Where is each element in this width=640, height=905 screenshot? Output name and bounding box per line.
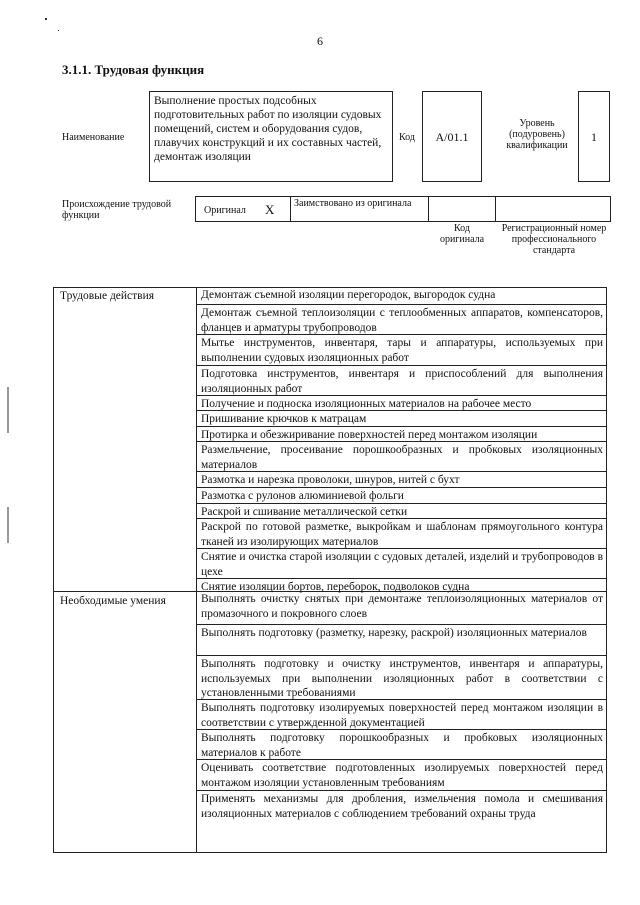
code-value-box (422, 91, 482, 182)
labor-action-row: Получение и подноска изоляционных материалов на рабочее место (197, 395, 606, 410)
code-label: Код (399, 132, 415, 143)
level-value: 1 (591, 130, 597, 144)
section-title: 3.1.1. Трудовая функция (62, 62, 205, 77)
skill-row: Выполнять подготовку и очистку инструментов, инвентаря и аппаратуры, используемых при выполнении изоляционных работ в соответствии с установленными требованиями (197, 655, 606, 699)
skill-row: Выполнять подготовку (разметку, нарезку, раскрой) изоляционных материалов (197, 624, 606, 655)
labor-action-row: Пришивание крючков к матрацам (197, 410, 606, 426)
labor-action-row: Размотка с рулонов алюминиевой фольги (197, 487, 606, 503)
page-number: 6 (317, 34, 323, 48)
skill-row: Выполнять очистку снятых при демонтаже теплоизоляционных материалов от промазочного и покровного слоев (201, 593, 603, 620)
origin-label: Происхождение трудовой функции (62, 199, 172, 221)
skill-row: Выполнять подготовку порошкообразных и пробковых изоляционных материалов к работе (197, 729, 606, 759)
labor-action-row: Протирка и обезжиривание поверхностей перед монтажом изоляции (197, 426, 606, 441)
labor-action-row: Демонтаж съемной теплоизоляции с теплообменных аппаратов, компенсаторов, фланцев и арматуры трубопроводов (197, 304, 606, 334)
registration-number-caption: Регистрационный номер профессионального стандарта (501, 223, 607, 256)
scan-speck (45, 18, 47, 20)
skill-row: Применять механизмы для дробления, измельчения помола и смешивания изоляционных материалов с соблюдением требований охраны труда (197, 790, 606, 853)
level-value-box (578, 91, 610, 182)
name-value: Выполнение простых подсобных подготовительных работ по изоляции судовых помещений, систем и оборудования судов, плавучих конструкций и их составных частей, демонтаж изоляции (149, 91, 393, 182)
labor-actions-label: Трудовые действия (60, 290, 155, 302)
original-mark: X (265, 202, 275, 217)
original-label: Оригинал (204, 205, 246, 216)
code-original-caption: Код оригинала (439, 223, 485, 245)
name-label: Наименование (62, 132, 125, 143)
origin-divider-3 (495, 196, 496, 222)
borrowed-label: Заимствовано из оригинала (294, 198, 412, 209)
skill-row: Оценивать соответствие подготовленных изолируемых поверхностей перед монтажом изоляции установленным требованиям (197, 759, 606, 790)
origin-divider-1 (290, 196, 291, 222)
scan-speck (58, 30, 59, 31)
labor-action-row: Размельчение, просеивание порошкообразных и пробковых изоляционных материалов (197, 441, 606, 471)
skill-row: Выполнять подготовку изолируемых поверхностей перед монтажом изоляции в соответствии с утвержденной документацией (197, 699, 606, 729)
scan-edge-mark (7, 507, 9, 543)
labor-action-row: Мытье инструментов, инвентаря, тары и аппаратуры, используемых при выполнении судовых изоляционных работ (197, 334, 606, 365)
labor-action-row: Снятие и очистка старой изоляции с судовых деталей, изделий и трубопроводов в цехе (197, 548, 606, 578)
labor-action-row: Демонтаж съемной изоляции перегородок, выгородок судна (201, 289, 496, 301)
labor-action-row: Подготовка инструментов, инвентаря и приспособлений для выполнения изоляционных работ (197, 365, 606, 395)
labor-action-row: Размотка и нарезка проволоки, шнуров, нитей с бухт (197, 471, 606, 487)
labor-action-row: Раскрой по готовой разметке, выкройкам и шаблонам прямоугольного контура тканей из изолирующих материалов (197, 518, 606, 548)
scan-edge-mark (7, 387, 9, 433)
skills-label: Необходимые умения (60, 595, 166, 607)
code-value: А/01.1 (435, 130, 469, 144)
origin-divider-2 (428, 196, 429, 222)
level-label: Уровень (подуровень) квалификации (506, 118, 568, 151)
labor-action-row: Снятие изоляции бортов, переборок, подволоков судна (197, 578, 606, 591)
labor-action-row: Раскрой и сшивание металлической сетки (197, 503, 606, 518)
